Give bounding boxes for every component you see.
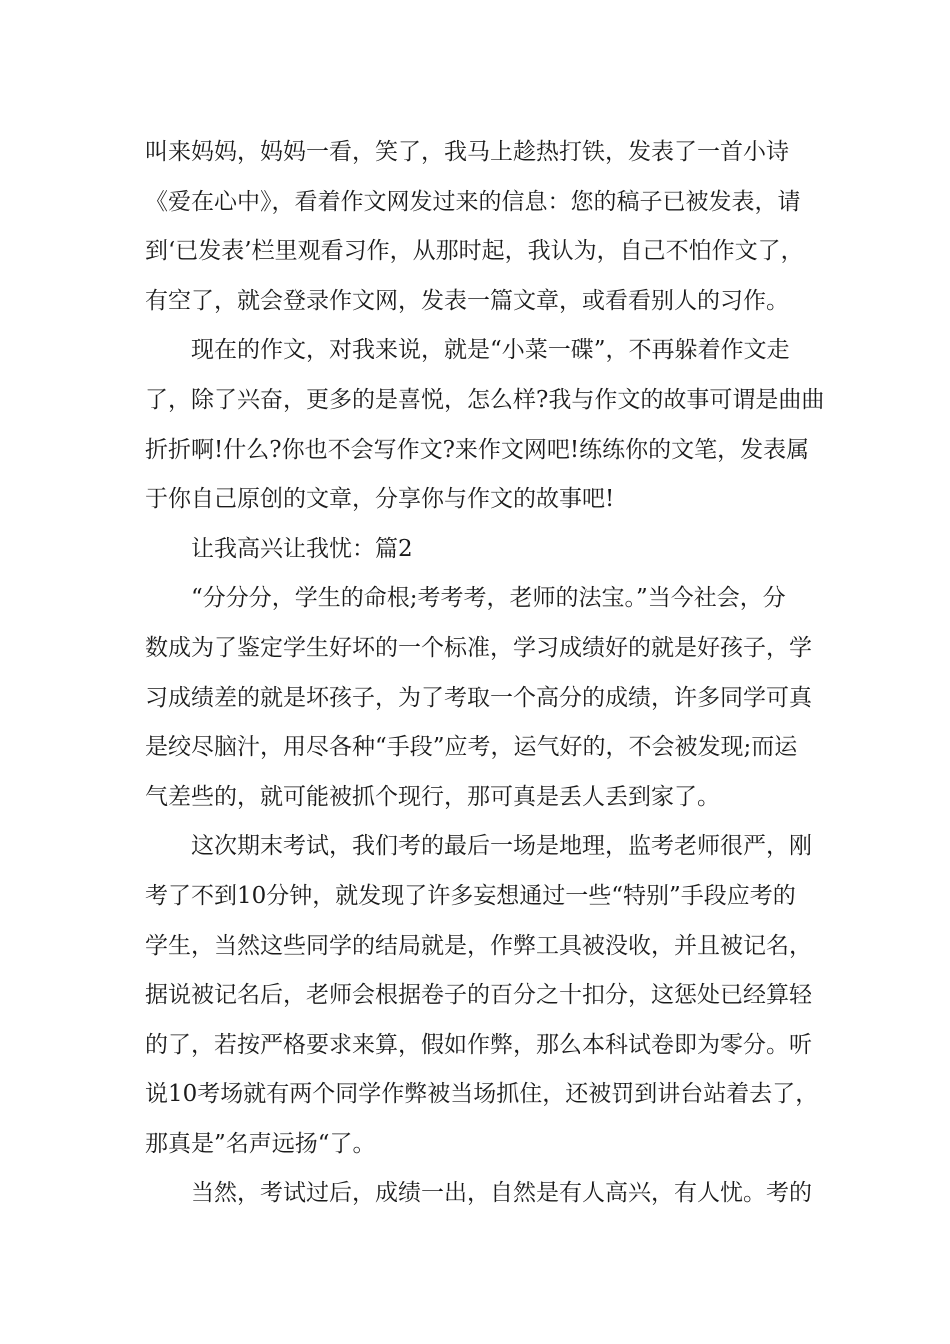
- section-heading: 让我高兴让我忧：篇2: [191, 535, 413, 562]
- text-line: 气差些的，就可能被抓个现行，那可真是丢人丢到家了。: [145, 783, 720, 810]
- text-line: 是绞尽脑汁，用尽各种“手段”应考，运气好的，不会被发现;而运: [145, 734, 798, 761]
- text-line: 于你自己原创的文章，分享你与作文的故事吧!: [145, 486, 615, 513]
- text-line: 学生，当然这些同学的结局就是，作弊工具被没收，并且被记名，: [145, 932, 812, 959]
- text-line: 《爱在心中》，看着作文网发过来的信息：您的稿子已被发表，请: [145, 188, 801, 215]
- text-line: 据说被记名后，老师会根据卷子的百分之十扣分，这惩处已经算轻: [145, 982, 812, 1009]
- text-line: 折折啊!什么?你也不会写作文?来作文网吧!练练你的文笔，发表属: [145, 436, 810, 463]
- body-text: [145, 128, 825, 1219]
- text-line: 到‘已发表’栏里观看习作，从那时起，我认为，自己不怕作文了，: [145, 238, 804, 265]
- paragraph-start-line: 这次期末考试，我们考的最后一场是地理，监考老师很严，刚: [191, 833, 812, 860]
- text-line: 习成绩差的就是坏孩子，为了考取一个高分的成绩，许多同学可真: [145, 684, 812, 711]
- text-line: 说10考场就有两个同学作弊被当场抓住，还被罚到讲台站着去了，: [145, 1081, 819, 1108]
- paragraph-start-line: 现在的作文，对我来说，就是“小菜一碟”，不再躲着作文走: [191, 337, 790, 364]
- text-line: 有空了，就会登录作文网，发表一篇文章，或看看别人的习作。: [145, 287, 789, 314]
- text-line: 叫来妈妈，妈妈一看，笑了，我马上趁热打铁，发表了一首小诗: [145, 139, 789, 165]
- paragraph-start-line: 当然，考试过后，成绩一出，自然是有人高兴，有人忧。考的: [191, 1180, 812, 1207]
- text-line: 考了不到10分钟，就发现了许多妄想通过一些“特别”手段应考的: [145, 882, 796, 909]
- text-line: 了，除了兴奋，更多的是喜悦，怎么样?我与作文的故事可谓是曲曲: [145, 386, 825, 413]
- text-line: 数成为了鉴定学生好坏的一个标准，学习成绩好的就是好孩子，学: [145, 634, 812, 661]
- text-line: 的了，若按严格要求来算，假如作弊，那么本科试卷即为零分。听: [145, 1031, 812, 1058]
- text-line: 那真是”名声远扬“了。: [145, 1130, 376, 1157]
- paragraph-start-line: “分分分，学生的命根;考考考，老师的法宝。”当今社会，分: [191, 585, 786, 612]
